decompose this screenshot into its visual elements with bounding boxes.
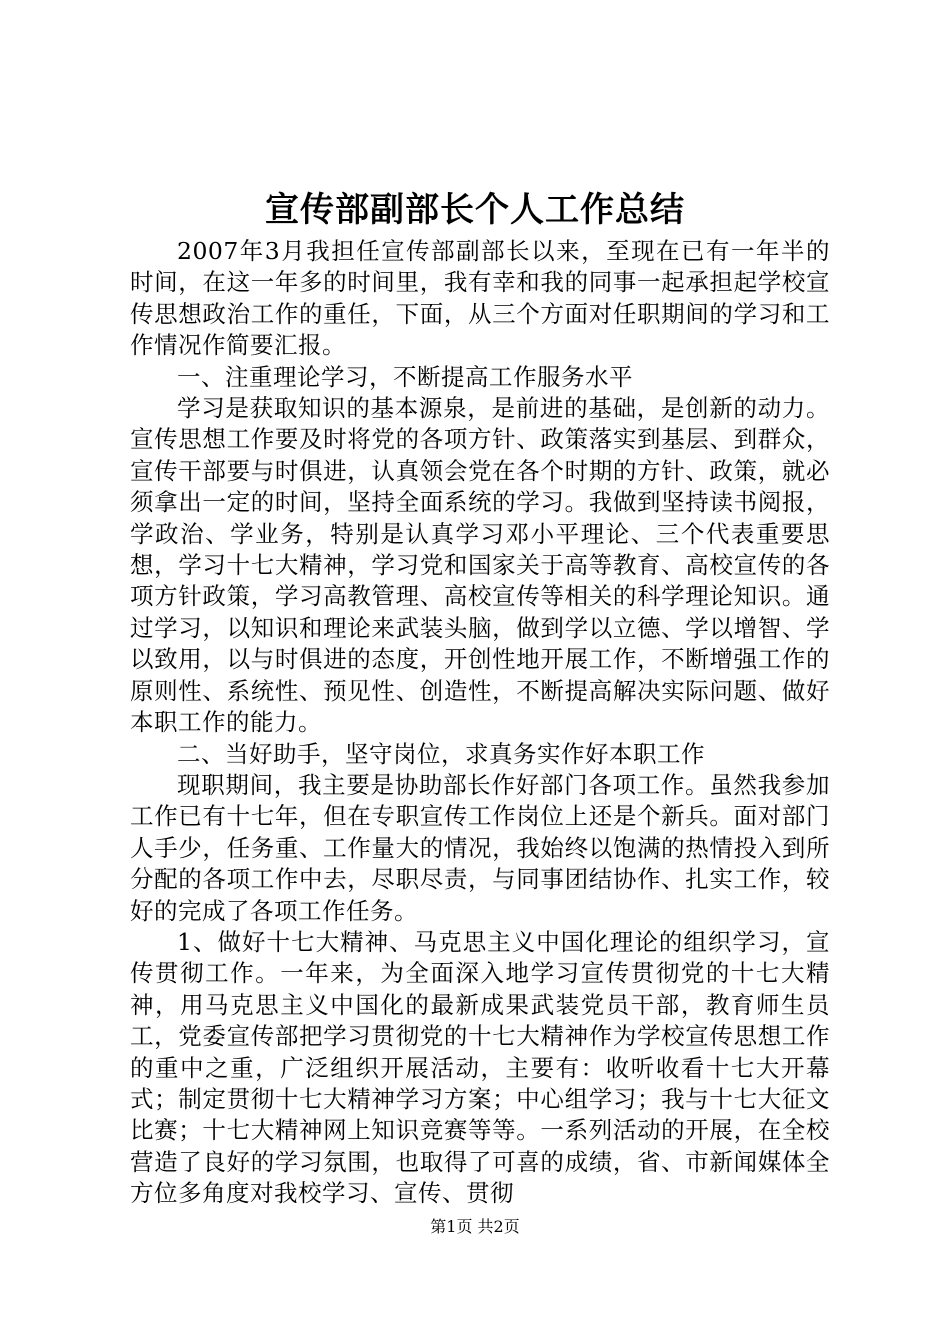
paragraph-theory-study: 学习是获取知识的基本源泉，是前进的基础，是创新的动力。宣传思想工作要及时将党的各项方针、政策落实到基层、到群众，宣传干部要与时俱进，认真领会党在各个时期的方针、政策，就必须拿出一定的时间，坚持全面系统的学习。我做到坚持读书阅报，学政治、学业务，特别是认真学习邓小平理论、三个代表重要思想，学习十七大精神，学习党和国家关于高等教育、高校宣传的各项方针政策，学习高教管理、高校宣传等相关的科学理论知识。通过学习，以知识和理论来武装头脑，做到学以立德、学以增智、学以致用，以与时俱进的态度，开创性地开展工作，不断增强工作的原则性、系统性、预见性、创造性，不断提高解决实际问题、做好本职工作的能力。: [130, 394, 830, 737]
page-number-footer: 第1页 共2页: [430, 1217, 520, 1236]
section-heading-2: 二、当好助手，坚守岗位，求真务实作好本职工作: [177, 739, 705, 768]
document-title: 宣传部副部长个人工作总结: [265, 190, 685, 230]
section-heading-1: 一、注重理论学习，不断提高工作服务水平: [177, 362, 633, 391]
paragraph-item-1: 1、做好十七大精神、马克思主义中国化理论的组织学习，宣传贯彻工作。一年来，为全面深入地学习宣传贯彻党的十七大精神，用马克思主义中国化的最新成果武装党员干部，教育师生员工，党委宣传部把学习贯彻党的十七大精神作为学校宣传思想工作的重中之重，广泛组织开展活动，主要有：收听收看十七大开幕式；制定贯彻十七大精神学习方案；中心组学习；我与十七大征文比赛；十七大精神网上知识竞赛等等。一系列活动的开展，在全校营造了良好的学习氛围，也取得了可喜的成绩，省、市新闻媒体全方位多角度对我校学习、宣传、贯彻: [130, 927, 830, 1208]
document-body: [130, 236, 830, 1210]
paragraph-job-duties: 现职期间，我主要是协助部长作好部门各项工作。虽然我参加工作已有十七年，但在专职宣传工作岗位上还是个新兵。面对部门人手少，任务重、工作量大的情况，我始终以饱满的热情投入到所分配的各项工作中去，尽职尽责，与同事团结协作、扎实工作，较好的完成了各项工作任务。: [130, 770, 830, 925]
paragraph-intro: 2007年3月我担任宣传部副部长以来，至现在已有一年半的时间，在这一年多的时间里，我有幸和我的同事一起承担起学校宣传思想政治工作的重任，下面，从三个方面对任职期间的学习和工作情况作简要汇报。: [130, 237, 830, 360]
